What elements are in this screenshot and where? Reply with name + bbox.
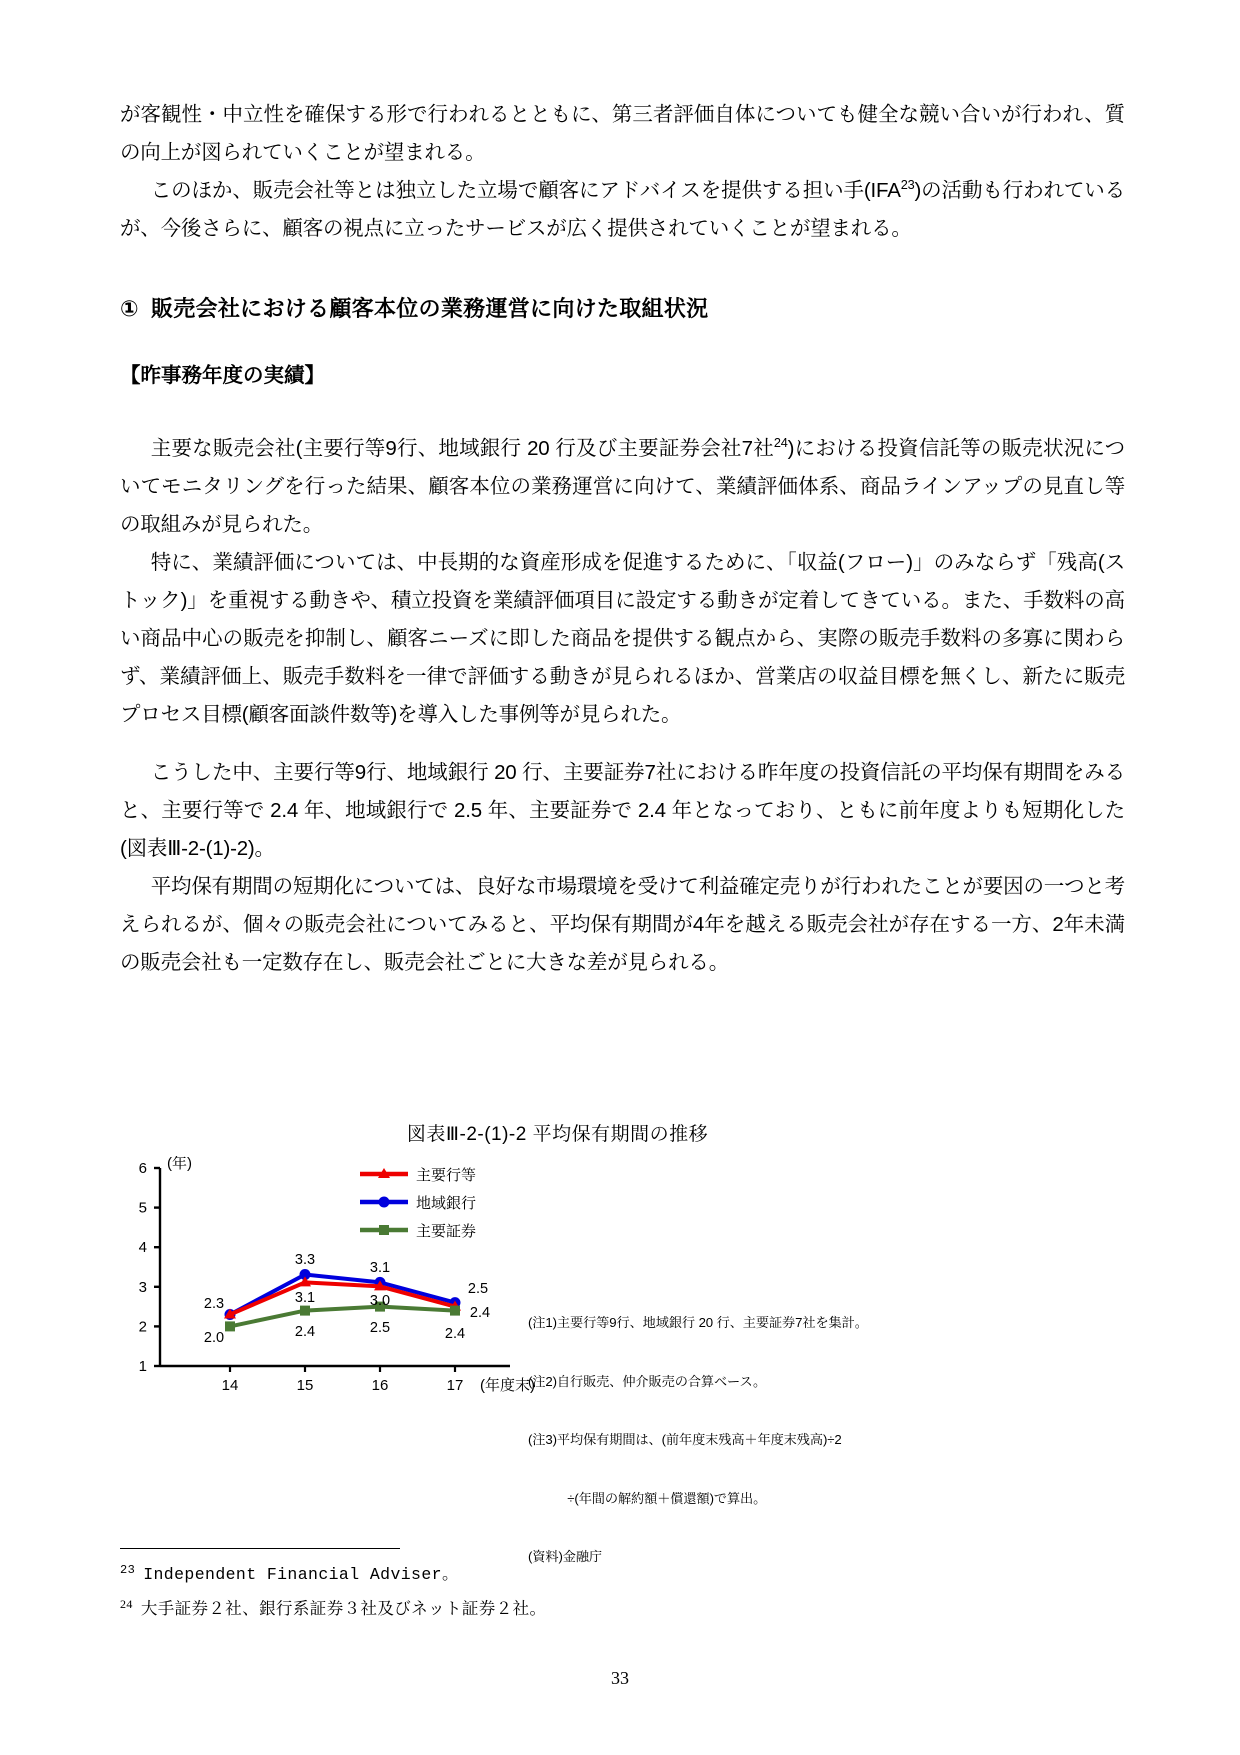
- sub-heading: 【昨事務年度の実績】: [120, 364, 325, 387]
- footnote-text: Independent Financial Adviser。: [143, 1565, 459, 1584]
- paragraph-2-part-a: このほか、販売会社等とは独立した立場で顧客にアドバイスを提供する担い手(IFA: [150, 179, 901, 202]
- footnote-item: [120, 1592, 1020, 1626]
- section-heading-text: 販売会社における顧客本位の業務運営に向けた取組状況: [150, 296, 709, 321]
- figure-block: [120, 1122, 1125, 1564]
- spacer-3: [120, 392, 1125, 430]
- data-label-major-securities-17: 2.4: [444, 1326, 466, 1342]
- footnote-text: 大手証券２社、銀行系証券３社及びネット証券２社。: [140, 1599, 547, 1618]
- data-label-regional-banks-15: 3.3: [294, 1252, 316, 1268]
- y-tick-5: 5: [138, 1199, 147, 1217]
- paragraph-6: 平均保有期間の短期化については、良好な市場環境を受けて利益確定売りが行われたことが要因の一つと考えられるが、個々の販売会社についてみると、平均保有期間が4年を越える販売会社が存在する一方、2年未満の販売会社も一定数存在し、販売会社ごとに大きな差が見られる。: [120, 875, 1125, 974]
- figure-note-1: (注1)主要行等9行、地域銀行 20 行、主要証券7社を集計。: [528, 1315, 868, 1330]
- series-markers-major-securities: [225, 1302, 460, 1332]
- figure-note-4: ÷(年間の解約額＋償還額)で算出。: [528, 1490, 767, 1506]
- figure-notes: [528, 1274, 868, 1606]
- figure-note-source: (資料)金融庁: [528, 1549, 603, 1564]
- data-label-major-banks-14: 2.3: [203, 1296, 225, 1312]
- data-label-major-banks-16: 3.0: [369, 1293, 391, 1309]
- y-tick-3: 3: [138, 1278, 147, 1296]
- footnote-separator: [120, 1548, 400, 1549]
- y-tick-2: 2: [138, 1318, 147, 1336]
- x-axis-unit-label: (年度末): [480, 1377, 535, 1394]
- x-tick-14: 14: [221, 1377, 239, 1394]
- y-axis-unit-label: (年): [167, 1156, 192, 1172]
- data-label-major-banks-17: 2.4: [469, 1305, 491, 1321]
- data-label-major-securities-16: 2.5: [369, 1320, 391, 1336]
- chart-legend: [360, 1167, 476, 1240]
- paragraph-3-part-b: )における投資信託等の販売状況についてモニタリングを行った結果、顧客本位の業務運営に向けて、業績評価体系、商品ラインアップの見直し等の取組みが見られた。: [120, 437, 1125, 536]
- chart-container: [120, 1156, 1125, 1564]
- series-line-major-securities: [230, 1307, 455, 1327]
- data-label-major-banks-15: 3.1: [294, 1290, 316, 1306]
- spacer-1: [120, 248, 1125, 292]
- figure-note-2: (注2)自行販売、仲介販売の合算ベース。: [528, 1373, 767, 1389]
- spacer-4: [120, 734, 1125, 754]
- paragraph-1: が客観性・中立性を確保する形で行われるとともに、第三者評価自体についても健全な競い合いが行われ、質の向上が図られていくことが望まれる。: [120, 103, 1125, 164]
- legend-label-major-securities: 主要証券: [416, 1223, 477, 1240]
- paragraph-4: 特に、業績評価については、中長期的な資産形成を促進するために、「収益(フロー)」のみならず「残高(ストック)」を重視する動きや、積立投資を業績評価項目に設定する動きが定着してきている。また、手数料の高い商品中心の販売を抑制し、顧客ニーズに即した商品を提供する観点から、実際の販売手数料の多寡に関わらず、業績評価上、販売手数料を一律で評価する動きが見られるほか、営業店の収益目標を無くし、新たに販売プロセス目標(顧客面談件数等)を導入した事例等が見られた。: [120, 551, 1125, 726]
- paragraph-2: [120, 172, 1125, 248]
- x-tick-17: 17: [446, 1377, 464, 1394]
- y-tick-1: 1: [138, 1358, 147, 1375]
- body-content: [120, 96, 1125, 982]
- section-heading: [120, 292, 1125, 326]
- section-heading-number: ①: [120, 296, 139, 321]
- y-tick-6: 6: [138, 1160, 147, 1177]
- x-tick-16: 16: [371, 1377, 389, 1394]
- data-label-major-securities-14: 2.0: [203, 1330, 225, 1346]
- page-number: 33: [611, 1668, 629, 1688]
- legend-label-major-banks: 主要行等: [416, 1167, 477, 1184]
- x-tick-15: 15: [296, 1377, 314, 1394]
- legend-marker-major-securities: [379, 1225, 389, 1235]
- y-tick-4: 4: [138, 1239, 147, 1257]
- footnote-mark: 24: [120, 1596, 133, 1611]
- spacer-2: [120, 326, 1125, 360]
- footnote-mark: 23: [120, 1562, 136, 1577]
- legend-marker-regional-banks: [379, 1197, 390, 1208]
- figure-title: 図表Ⅲ-2-(1)-2 平均保有期間の推移: [406, 1124, 709, 1145]
- data-label-regional-banks-16: 3.1: [369, 1260, 391, 1276]
- footnote-ref-23: 23: [900, 177, 915, 193]
- footnote-item: [120, 1558, 1020, 1592]
- figure-note-3: (注3)平均保有期間は、(前年度末残高＋年度末残高)÷2: [528, 1432, 842, 1447]
- paragraph-5: こうした中、主要行等9行、地域銀行 20 行、主要証券7社における昨年度の投資信託の平均保有期間をみると、主要行等で 2.4 年、地域銀行で 2.5 年、主要証券で 2.4 年となっており、ともに前年度よりも短期化した(図表Ⅲ-2-(1)-2)。: [120, 761, 1125, 860]
- data-label-major-securities-15: 2.4: [294, 1324, 316, 1340]
- paragraph-3-part-a: 主要な販売会社(主要行等9行、地域銀行 20 行及び主要証券会社7社: [150, 437, 774, 460]
- paragraph-2-part-b: )の活動も行われているが、今後さらに、顧客の視点に立ったサービスが広く提供されていくことが望まれる。: [120, 179, 1125, 240]
- paragraph-3: [120, 430, 1125, 544]
- data-label-regional-banks-17: 2.5: [467, 1281, 489, 1297]
- footnote-list: [120, 1558, 1020, 1626]
- legend-label-regional-banks: 地域銀行: [416, 1195, 477, 1212]
- footnote-ref-24: 24: [773, 435, 788, 451]
